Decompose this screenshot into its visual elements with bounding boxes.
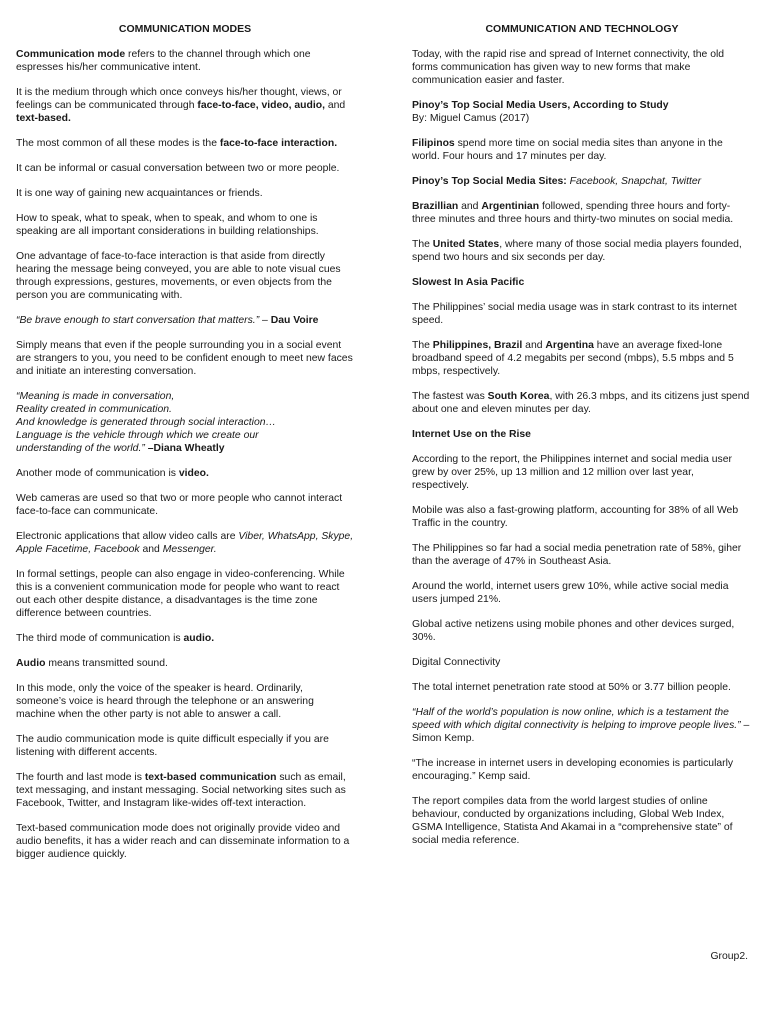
paragraph: The Philippines’ social media usage was in stark contrast to its internet speed. [412, 302, 737, 326]
paragraph: Brazillian and Argentinian followed, spending three hours and forty-three minutes and three hours and thirty-two minutes on social media. [412, 201, 734, 225]
paragraph: The Philippines, Brazil and Argentina have an average fixed-lone broadband speed of 4.2 megabits per second (mbps), 5.5 mbps and 5 mbps, respectively. [412, 340, 734, 377]
right-column [412, 22, 752, 859]
quote: “Half of the world’s population is now online, which is a testament the speed with which digital connectivity is helping to improve people lives.” –Simon Kemp. [412, 707, 750, 744]
right-title: COMMUNICATION AND TECHNOLOGY [485, 23, 679, 35]
paragraph: Pinoy’s Top Social Media Sites: Facebook, Snapchat, Twitter [412, 176, 702, 187]
section-heading: Digital Connectivity [412, 657, 501, 668]
article-heading: Pinoy’s Top Social Media Users, According to Study By: Miguel Camus (2017) [412, 100, 669, 124]
paragraph: In formal settings, people can also engage in video-conferencing. While this is a convenient communication mode for people who want to react out each other despite distance, a disadvantages is the time zone difference between countries. [16, 569, 345, 619]
left-column [16, 22, 354, 873]
paragraph: How to speak, what to speak, when to speak, and whom to one is speaking are all important considerations in building relationships. [16, 213, 319, 237]
left-title: COMMUNICATION MODES [118, 23, 252, 35]
paragraph: Around the world, internet users grew 10%, while active social media users jumped 21%. [412, 581, 729, 605]
quote: “Be brave enough to start conversation that matters.” – Dau Voire [16, 315, 319, 326]
paragraph: The report compiles data from the world largest studies of online behaviour, conducted by organizations including, Global Web Index, GSMA Intelligence, Statista And Akamai in a “comprehensive state” of social media reference. [412, 796, 733, 846]
paragraph: It is one way of gaining new acquaintances or friends. [16, 188, 263, 199]
paragraph: In this mode, only the voice of the speaker is heard. Ordinarily, someone’s voice is heard through the telephone or an answering machine when the other party is not able to answer a call. [16, 683, 314, 720]
paragraph: Audio means transmitted sound. [16, 658, 168, 669]
paragraph: It can be informal or casual conversation between two or more people. [16, 163, 340, 174]
paragraph: One advantage of face-to-face interaction is that aside from directly hearing the message being conveyed, you are able to note visual cues through expressions, gestures, movements, or even objects from the person you are communicating with. [16, 251, 341, 301]
paragraph: Today, with the rapid rise and spread of Internet connectivity, the old forms communication has given way to new forms that make communication easier and faster. [412, 49, 725, 86]
paragraph: According to the report, the Philippines internet and social media user grew by over 25%, up 13 million and 12 million over last year, respectively. [412, 454, 732, 491]
footer-group-label: Group2. [710, 951, 748, 962]
paragraph: Text-based communication mode does not originally provide video and audio benefits, it has a wider reach and can disseminate information to a bigger audience quickly. [16, 823, 350, 860]
paragraph: Global active netizens using mobile phones and other devices surged, 30%. [412, 619, 735, 643]
paragraph: The fastest was South Korea, with 26.3 mbps, and its citizens just spend about one and eleven minutes per day. [412, 391, 750, 415]
section-heading: Slowest In Asia Pacific [412, 277, 525, 288]
paragraph: It is the medium through which once conveys his/her thought, views, or feelings can be communicated through face-to-face, video, audio, and text-based. [16, 87, 346, 124]
paragraph: Mobile was also a fast-growing platform, accounting for 38% of all Web Traffic in the country. [412, 505, 739, 529]
paragraph: Filipinos spend more time on social media sites than anyone in the world. Four hours and 17 minutes per day. [412, 138, 723, 162]
paragraph: The audio communication mode is quite difficult especially if you are listening with different accents. [16, 734, 329, 758]
quote: “Meaning is made in conversation, Reality created in communication. And knowledge is generated through social interaction… Language is the vehicle through which we create our understanding of the world.” –Diana Wheatly [16, 391, 276, 454]
paragraph: Another mode of communication is video. [16, 468, 209, 479]
paragraph: “The increase in internet users in developing economies is particularly encouraging.” Kemp said. [412, 758, 734, 782]
paragraph: Electronic applications that allow video calls are Viber, WhatsApp, Skype, Apple Facetime, Facebook and Messenger. [16, 531, 354, 555]
paragraph: The most common of all these modes is the face-to-face interaction. [16, 138, 338, 149]
paragraph: Web cameras are used so that two or more people who cannot interact face-to-face can communicate. [16, 493, 343, 517]
paragraph: The fourth and last mode is text-based communication such as email, text messaging, and instant messaging. Social networking sites such as Facebook, Twitter, and Instagram like-wides off-text interaction. [16, 772, 346, 809]
paragraph: The total internet penetration rate stood at 50% or 3.77 billion people. [412, 682, 731, 693]
paragraph: Communication mode refers to the channel through which one espresses his/her communicative intent. [16, 49, 311, 73]
paragraph: The third mode of communication is audio. [16, 633, 215, 644]
paragraph: The United States, where many of those social media players founded, spend two hours and six seconds per day. [412, 239, 742, 263]
section-heading: Internet Use on the Rise [412, 429, 531, 440]
paragraph: The Philippines so far had a social media penetration rate of 58%, giher than the average of 47% in Southeast Asia. [412, 543, 742, 567]
paragraph: Simply means that even if the people surrounding you in a social event are strangers to you, you need to be confident enough to meet new faces and initiate an interesting conversation. [16, 340, 353, 377]
